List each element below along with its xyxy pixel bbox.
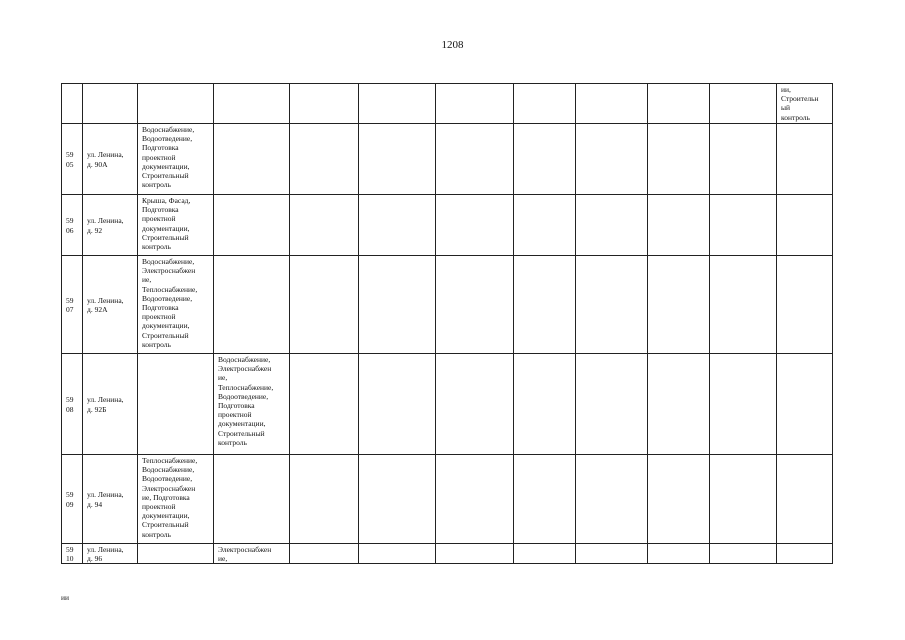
table-cell	[777, 354, 833, 455]
table-row	[62, 195, 833, 256]
row-number: 59 05	[62, 124, 83, 195]
table-cell	[576, 84, 648, 124]
table-cell	[436, 195, 514, 256]
table-cell	[576, 544, 648, 564]
works-cell-b: Электроснабжен ие,	[214, 544, 290, 564]
table-cell	[648, 124, 710, 195]
works-cell-a: Водоснабжение, Водоотведение, Подготовка проектной документации, Строительный контроль	[138, 124, 214, 195]
table-cell	[359, 544, 436, 564]
works-cell-b	[214, 256, 290, 354]
address-cell: ул. Ленина, д. 96	[83, 544, 138, 564]
works-cell-a	[138, 354, 214, 455]
table-cell	[710, 84, 777, 124]
table-cell	[290, 354, 359, 455]
page-number: 1208	[441, 39, 464, 51]
row-number: 59 08	[62, 354, 83, 455]
table-cell	[436, 354, 514, 455]
table-cell	[290, 195, 359, 256]
table-cell	[514, 544, 576, 564]
continuation-cell-text: ии, Строительн ый контроль	[777, 84, 833, 124]
works-cell-a	[138, 544, 214, 564]
table-cell	[359, 195, 436, 256]
table-row	[62, 544, 833, 564]
address-cell: ул. Ленина, д. 92	[83, 195, 138, 256]
table-cell	[436, 256, 514, 354]
row-number: 59 06	[62, 195, 83, 256]
table-cell	[359, 256, 436, 354]
table-cell	[359, 124, 436, 195]
table-cell	[214, 84, 290, 124]
works-cell-b	[214, 124, 290, 195]
address-cell: ул. Ленина, д. 90А	[83, 124, 138, 195]
table-cell	[290, 256, 359, 354]
works-cell-b	[214, 455, 290, 544]
table-cell	[83, 84, 138, 124]
works-cell-b: Водоснабжение, Электроснабжен ие, Теплоснабжение, Водоотведение, Подготовка проектной документации, Строительный контроль	[214, 354, 290, 455]
table-cell	[514, 256, 576, 354]
table-cell	[290, 84, 359, 124]
table-cell	[576, 195, 648, 256]
table-cell	[290, 455, 359, 544]
table-cell	[359, 354, 436, 455]
table-cell	[576, 455, 648, 544]
table-cell	[436, 84, 514, 124]
address-cell: ул. Ленина, д. 92А	[83, 256, 138, 354]
table-cell	[648, 455, 710, 544]
table-cell	[62, 84, 83, 124]
table-cell	[648, 195, 710, 256]
table-row	[62, 124, 833, 195]
address-cell: ул. Ленина, д. 94	[83, 455, 138, 544]
table-cell	[576, 256, 648, 354]
works-cell-a: Крыша, Фасад, Подготовка проектной документации, Строительный контроль	[138, 195, 214, 256]
table-cell	[777, 195, 833, 256]
table-cell	[648, 256, 710, 354]
table-cell	[648, 84, 710, 124]
table-cell	[138, 84, 214, 124]
row-number: 59 10	[62, 544, 83, 564]
table-cell	[710, 124, 777, 195]
table-cell	[576, 124, 648, 195]
table-cell	[648, 354, 710, 455]
table-cell	[777, 455, 833, 544]
table-cell	[436, 455, 514, 544]
works-cell-a: Теплоснабжение, Водоснабжение, Водоотведение, Электроснабжен ие, Подготовка проектной документации, Строительный контроль	[138, 455, 214, 544]
table-cell	[359, 455, 436, 544]
table-cell	[777, 124, 833, 195]
table-cell	[576, 354, 648, 455]
row-number: 59 07	[62, 256, 83, 354]
table-row-continuation	[62, 84, 833, 124]
table-row	[62, 455, 833, 544]
table-cell	[777, 544, 833, 564]
address-cell: ул. Ленина, д. 92Б	[83, 354, 138, 455]
table-cell	[514, 195, 576, 256]
table-row	[62, 256, 833, 354]
table-cell	[514, 455, 576, 544]
table-cell	[436, 544, 514, 564]
table-cell	[648, 544, 710, 564]
table-cell	[710, 195, 777, 256]
table-row	[62, 354, 833, 455]
table-cell	[436, 124, 514, 195]
table-cell	[514, 124, 576, 195]
table-cell	[710, 256, 777, 354]
table-cell	[710, 354, 777, 455]
table-cell	[710, 455, 777, 544]
table-cell	[290, 544, 359, 564]
table-cell	[290, 124, 359, 195]
table-cell	[777, 256, 833, 354]
footer-note: ии	[61, 593, 70, 602]
table-cell	[514, 354, 576, 455]
works-cell-a: Водоснабжение, Электроснабжен ие, Теплоснабжение, Водоотведение, Подготовка проектной документации, Строительный контроль	[138, 256, 214, 354]
table-cell	[514, 84, 576, 124]
works-cell-b	[214, 195, 290, 256]
table-cell	[359, 84, 436, 124]
table-cell	[710, 544, 777, 564]
works-table	[61, 83, 833, 564]
row-number: 59 09	[62, 455, 83, 544]
